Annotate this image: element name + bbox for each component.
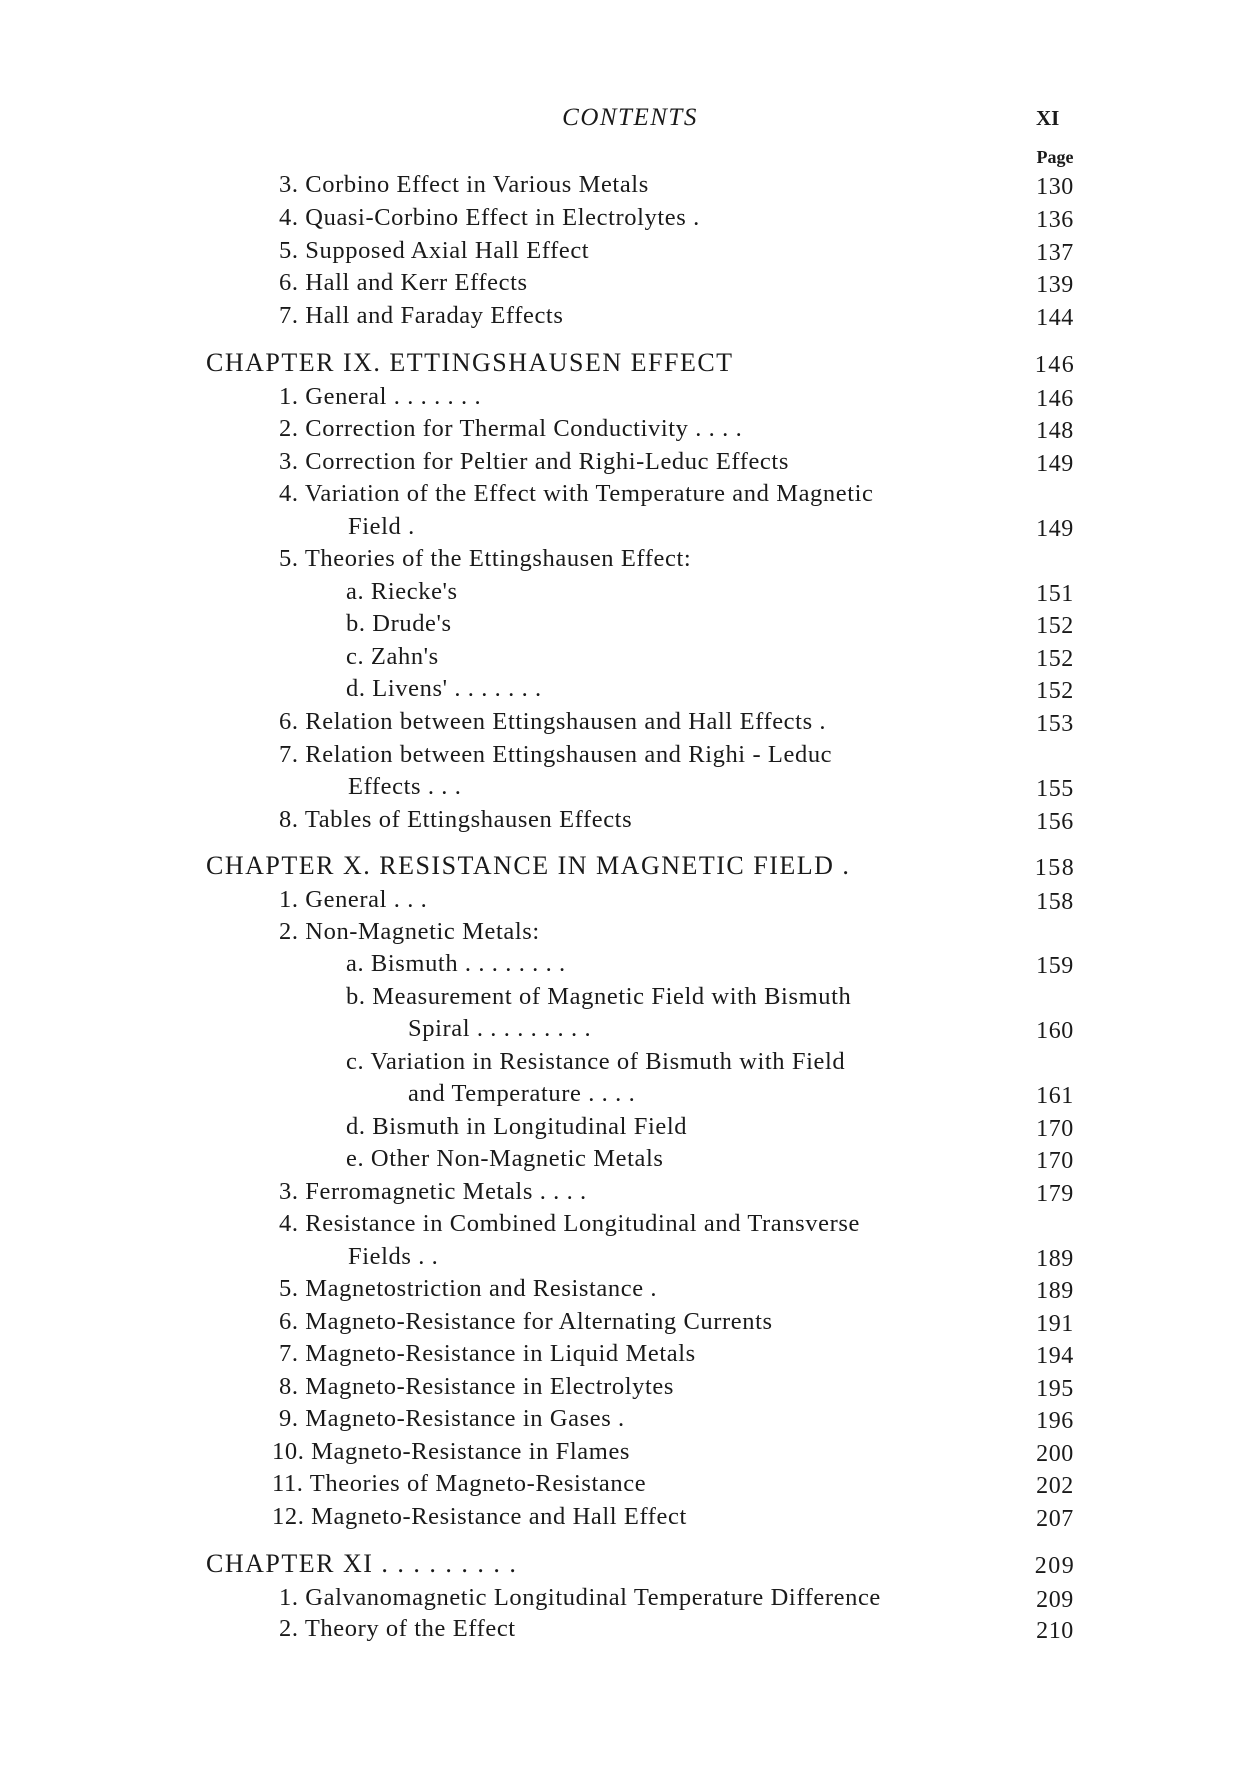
toc-entry-page: 159 — [1036, 953, 1074, 979]
toc-entry-text: a. Bismuth . . . . . . . . — [346, 950, 566, 977]
toc-entry-text: 1. Galvanomagnetic Longitudinal Temperature Difference — [279, 1584, 881, 1611]
page-column-label: Page — [1036, 147, 1074, 167]
toc-entry — [0, 738, 1259, 772]
toc-chapter-text: CHAPTER XI . . . . . . . . . — [206, 1549, 518, 1578]
toc-entry — [0, 1207, 1259, 1241]
toc-entry-page: 209 — [1036, 1587, 1074, 1613]
toc-entry-page: 153 — [1036, 711, 1074, 737]
toc-entry-text: a. Riecke's — [346, 578, 458, 605]
toc-entry-page: 137 — [1036, 240, 1074, 266]
toc-entry-text: 6. Relation between Ettingshausen and Hall Effects . — [279, 708, 827, 735]
toc-entry-text: 3. Ferromagnetic Metals . . . . — [279, 1178, 587, 1205]
toc-entry-text: Fields . . — [348, 1243, 439, 1270]
toc-subentry — [0, 640, 1259, 674]
toc-entry-page: 179 — [1036, 1181, 1074, 1207]
toc-entry-page: 139 — [1036, 272, 1074, 298]
toc-entry-text: 2. Theory of the Effect — [279, 1615, 516, 1642]
toc-entry-text: 3. Corbino Effect in Various Metals — [279, 171, 649, 198]
toc-entry-page: 146 — [1036, 386, 1074, 412]
toc-entry-page: 130 — [1036, 174, 1074, 200]
toc-entry-text: 5. Supposed Axial Hall Effect — [279, 237, 590, 264]
toc-entry-page: 200 — [1036, 1441, 1074, 1467]
toc-entry — [0, 803, 1259, 837]
toc-entry-page: 156 — [1036, 809, 1074, 835]
toc-entry — [0, 477, 1259, 511]
toc-subentry — [0, 980, 1259, 1014]
toc-entry-page: 136 — [1036, 207, 1074, 233]
toc-entry-text: e. Other Non-Magnetic Metals — [346, 1145, 664, 1172]
running-header-title: CONTENTS — [562, 104, 698, 131]
toc-entry — [0, 266, 1259, 300]
toc-entry-page: 191 — [1036, 1311, 1074, 1337]
toc-entry-text: 11. Theories of Magneto-Resistance — [272, 1470, 647, 1497]
toc-entry-text: Spiral . . . . . . . . . — [408, 1015, 592, 1042]
toc-entry-page: 196 — [1036, 1408, 1074, 1434]
toc-subentry — [0, 1142, 1259, 1176]
toc-entry — [0, 1305, 1259, 1339]
toc-entry-continuation — [0, 770, 1259, 804]
toc-entry-text: and Temperature . . . . — [408, 1080, 636, 1107]
toc-entry-text: 8. Tables of Ettingshausen Effects — [279, 806, 633, 833]
toc-entry-page: 158 — [1036, 889, 1074, 915]
toc-entry-text: d. Bismuth in Longitudinal Field — [346, 1113, 688, 1140]
toc-subentry — [0, 947, 1259, 981]
toc-entry-page: 158 — [1034, 855, 1076, 881]
toc-entry-page: 149 — [1036, 516, 1074, 542]
toc-entry-text: b. Measurement of Magnetic Field with Bismuth — [346, 983, 852, 1010]
toc-entry — [0, 542, 1259, 576]
toc-entry-text: 2. Non-Magnetic Metals: — [279, 918, 540, 945]
toc-entry — [0, 1337, 1259, 1371]
toc-subentry — [0, 607, 1259, 641]
toc-entry-page: 161 — [1036, 1083, 1074, 1109]
toc-entry-page: 209 — [1034, 1553, 1076, 1579]
toc-entry-page: 146 — [1034, 352, 1076, 378]
toc-entry-text: 4. Variation of the Effect with Temperature and Magnetic — [279, 480, 874, 507]
toc-entry-text: 4. Quasi-Corbino Effect in Electrolytes . — [279, 204, 700, 231]
toc-entry — [0, 380, 1259, 414]
toc-subentry — [0, 1110, 1259, 1144]
toc-entry-page: 170 — [1036, 1148, 1074, 1174]
toc-entry-text: 12. Magneto-Resistance and Hall Effect — [272, 1503, 687, 1530]
toc-entry-page: 144 — [1036, 305, 1074, 331]
toc-entry-text: 7. Hall and Faraday Effects — [279, 302, 564, 329]
toc-entry-text: 4. Resistance in Combined Longitudinal and Transverse — [279, 1210, 860, 1237]
toc-entry-page: 194 — [1036, 1343, 1074, 1369]
toc-entry-text: 5. Theories of the Ettingshausen Effect: — [279, 545, 692, 572]
toc-entry-page: 207 — [1036, 1506, 1074, 1532]
toc-entry-page: 160 — [1036, 1018, 1074, 1044]
toc-entry-text: 7. Magneto-Resistance in Liquid Metals — [279, 1340, 696, 1367]
toc-entry — [0, 412, 1259, 446]
toc-entry — [0, 168, 1259, 202]
toc-subentry — [0, 575, 1259, 609]
toc-entry-text: d. Livens' . . . . . . . — [346, 675, 542, 702]
toc-entry — [0, 445, 1259, 479]
toc-entry-page: 195 — [1036, 1376, 1074, 1402]
toc-entry-text: b. Drude's — [346, 610, 452, 637]
toc-subentry-continuation — [0, 1012, 1259, 1046]
toc-entry-text: Field . — [348, 513, 415, 540]
toc-entry-text: 6. Hall and Kerr Effects — [279, 269, 528, 296]
toc-entry-continuation — [0, 1240, 1259, 1274]
toc-entry — [0, 201, 1259, 235]
toc-subentry-continuation — [0, 1077, 1259, 1111]
toc-chapter-text: CHAPTER IX. ETTINGSHAUSEN EFFECT — [206, 348, 734, 377]
toc-entry — [0, 1612, 1259, 1646]
toc-entry-page: 151 — [1036, 581, 1074, 607]
toc-entry — [0, 915, 1259, 949]
toc-entry-page: 189 — [1036, 1246, 1074, 1272]
toc-entry-text: 1. General . . . — [279, 886, 428, 913]
toc-chapter-heading — [0, 849, 1259, 883]
toc-entry — [0, 1500, 1259, 1534]
toc-chapter-heading — [0, 1547, 1259, 1581]
toc-entry — [0, 299, 1259, 333]
toc-entry-text: 5. Magnetostriction and Resistance . — [279, 1275, 658, 1302]
toc-entry-text: 8. Magneto-Resistance in Electrolytes — [279, 1373, 675, 1400]
toc-entry-page: 148 — [1036, 418, 1074, 444]
running-header-page-number: XI — [1036, 106, 1060, 130]
toc-entry-text: 6. Magneto-Resistance for Alternating Currents — [279, 1308, 773, 1335]
toc-entry-page: 210 — [1036, 1618, 1074, 1644]
toc-entry-text: 9. Magneto-Resistance in Gases . — [279, 1405, 625, 1432]
toc-entry-text: c. Zahn's — [346, 643, 439, 670]
toc-entry-text: 2. Correction for Thermal Conductivity . . . . — [279, 415, 743, 442]
toc-entry-text: 10. Magneto-Resistance in Flames — [272, 1438, 631, 1465]
toc-entry — [0, 234, 1259, 268]
toc-entry — [0, 1467, 1259, 1501]
toc-entry-page: 149 — [1036, 451, 1074, 477]
toc-chapter-text: CHAPTER X. RESISTANCE IN MAGNETIC FIELD . — [206, 851, 851, 880]
toc-entry — [0, 1435, 1259, 1469]
toc-entry-text: Effects . . . — [348, 773, 462, 800]
toc-chapter-heading — [0, 346, 1259, 380]
toc-entry — [0, 883, 1259, 917]
toc-entry-page: 152 — [1036, 613, 1074, 639]
toc-entry-text: 1. General . . . . . . . — [279, 383, 482, 410]
toc-entry-continuation — [0, 510, 1259, 544]
toc-entry — [0, 1370, 1259, 1404]
toc-entry-page: 202 — [1036, 1473, 1074, 1499]
toc-entry-text: c. Variation in Resistance of Bismuth with Field — [346, 1048, 846, 1075]
toc-entry-text: 3. Correction for Peltier and Righi-Leduc Effects — [279, 448, 789, 475]
toc-entry-page: 152 — [1036, 678, 1074, 704]
toc-subentry — [0, 1045, 1259, 1079]
toc-entry — [0, 1175, 1259, 1209]
toc-entry — [0, 1272, 1259, 1306]
toc-entry — [0, 1581, 1259, 1615]
toc-subentry — [0, 672, 1259, 706]
toc-entry-text: 7. Relation between Ettingshausen and Righi - Leduc — [279, 741, 833, 768]
toc-entry-page: 170 — [1036, 1116, 1074, 1142]
toc-entry — [0, 1402, 1259, 1436]
toc-entry-page: 155 — [1036, 776, 1074, 802]
toc-entry-page: 152 — [1036, 646, 1074, 672]
toc-entry — [0, 705, 1259, 739]
toc-entry-page: 189 — [1036, 1278, 1074, 1304]
